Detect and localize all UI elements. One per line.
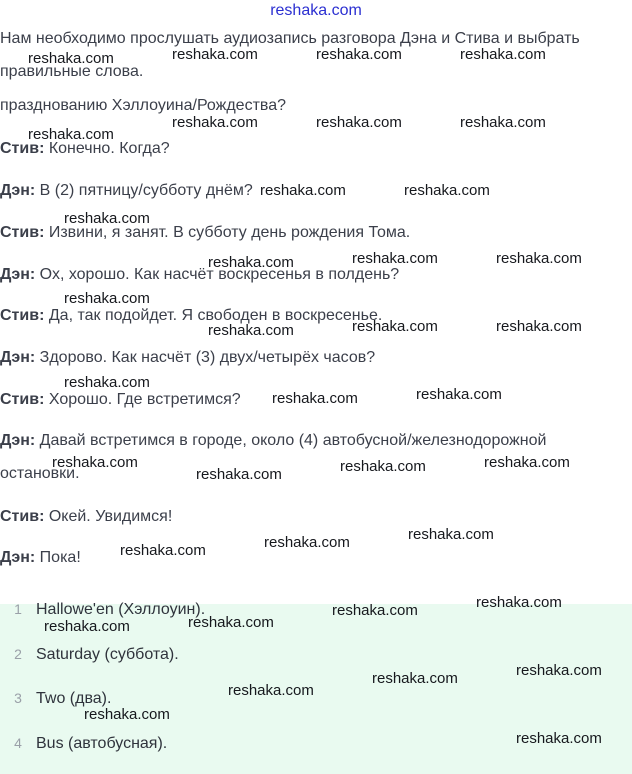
answer-text: Two (два).	[36, 690, 112, 707]
watermark: reshaka.com	[28, 126, 114, 143]
watermark: reshaka.com	[476, 594, 562, 611]
answer-item	[0, 643, 179, 666]
line-text: Пока!	[35, 549, 81, 566]
dialogue-line	[0, 463, 80, 485]
answer-item	[0, 732, 167, 755]
watermark: reshaka.com	[460, 114, 546, 131]
watermark: reshaka.com	[64, 290, 150, 307]
dialogue-line	[0, 389, 241, 411]
intro-line-1: Нам необходимо прослушать аудиозапись разговора Дэна и Стива и выбрать	[0, 30, 580, 47]
watermark: reshaka.com	[484, 454, 570, 471]
watermark: reshaka.com	[408, 526, 494, 543]
watermark: reshaka.com	[84, 706, 170, 723]
speaker-name: Стив:	[0, 307, 45, 324]
watermark: reshaka.com	[460, 46, 546, 63]
speaker-name: Стив:	[0, 224, 45, 241]
dialogue-line	[0, 347, 375, 369]
answer-number: 1	[14, 601, 22, 617]
watermark: reshaka.com	[64, 210, 150, 227]
line-text: Хорошо. Где встретимся?	[44, 391, 241, 408]
watermark: reshaka.com	[44, 618, 130, 635]
watermark: reshaka.com	[208, 322, 294, 339]
watermark: reshaka.com	[260, 182, 346, 199]
dialogue-line	[0, 430, 546, 452]
answer-number: 4	[14, 735, 22, 751]
dialogue-line	[0, 138, 170, 160]
watermark: reshaka.com	[340, 458, 426, 475]
watermark: reshaka.com	[332, 602, 418, 619]
dialogue-line	[0, 222, 410, 244]
line-text: Извини, я занят. В субботу день рождения Тома.	[44, 224, 411, 241]
speaker-name: Дэн:	[0, 349, 36, 366]
speaker-name: Дэн:	[0, 432, 36, 449]
speaker-name: Стив:	[0, 508, 45, 525]
watermark: reshaka.com	[228, 682, 314, 699]
dialogue-line	[0, 180, 253, 202]
dialogue-line	[0, 547, 81, 569]
line-text: Конечно. Когда?	[44, 140, 170, 157]
watermark: reshaka.com	[264, 534, 350, 551]
answer-number: 2	[14, 646, 22, 662]
watermark: reshaka.com	[196, 466, 282, 483]
watermark: reshaka.com	[272, 390, 358, 407]
watermark: reshaka.com	[404, 182, 490, 199]
speaker-name: Стив:	[0, 140, 45, 157]
watermark: reshaka.com	[120, 542, 206, 559]
line-text: Да, так подойдет. Я свободен в воскресенье.	[44, 307, 383, 324]
dialogue-line	[0, 506, 172, 528]
watermark: reshaka.com	[496, 250, 582, 267]
watermark: reshaka.com	[188, 614, 274, 631]
watermark: reshaka.com	[516, 730, 602, 747]
watermark: reshaka.com	[516, 662, 602, 679]
answer-item	[0, 687, 111, 710]
line-text: Здорово. Как насчёт (3) двух/четырёх часов?	[35, 349, 376, 366]
answer-text: Saturday (суббота).	[36, 646, 179, 663]
watermark: reshaka.com	[352, 318, 438, 335]
line-text: Окей. Увидимся!	[44, 508, 173, 525]
watermark: reshaka.com	[316, 46, 402, 63]
watermark: reshaka.com	[64, 374, 150, 391]
answer-number: 3	[14, 690, 22, 706]
speaker-name: Стив:	[0, 391, 45, 408]
line-text: остановки.	[0, 465, 80, 482]
answer-text: Hallowe'en (Хэллоуин).	[36, 601, 206, 618]
answer-text: Bus (автобусная).	[36, 735, 168, 752]
watermark: reshaka.com	[316, 114, 402, 131]
intro-line-3: празднованию Хэллоуина/Рождества?	[0, 97, 287, 114]
watermark: reshaka.com	[52, 454, 138, 471]
site-logo[interactable]: reshaka.com	[270, 2, 362, 19]
line-text: Давай встретимся в городе, около (4) автобусной/железнодорожной	[35, 432, 547, 449]
watermark: reshaka.com	[416, 386, 502, 403]
speaker-name: Дэн:	[0, 266, 36, 283]
watermark: reshaka.com	[496, 318, 582, 335]
line-text: В (2) пятницу/субботу днём?	[35, 182, 253, 199]
dialogue-line	[0, 264, 399, 286]
intro-line-2: правильные слова.	[0, 63, 144, 80]
watermark: reshaka.com	[172, 114, 258, 131]
answer-item	[0, 598, 205, 621]
watermark: reshaka.com	[28, 50, 114, 67]
watermark: reshaka.com	[172, 46, 258, 63]
watermark: reshaka.com	[372, 670, 458, 687]
speaker-name: Дэн:	[0, 549, 36, 566]
line-text: Ох, хорошо. Как насчёт воскресенья в полдень?	[35, 266, 400, 283]
watermark: reshaka.com	[352, 250, 438, 267]
dialogue-line	[0, 305, 382, 327]
watermark: reshaka.com	[208, 254, 294, 271]
speaker-name: Дэн:	[0, 182, 36, 199]
